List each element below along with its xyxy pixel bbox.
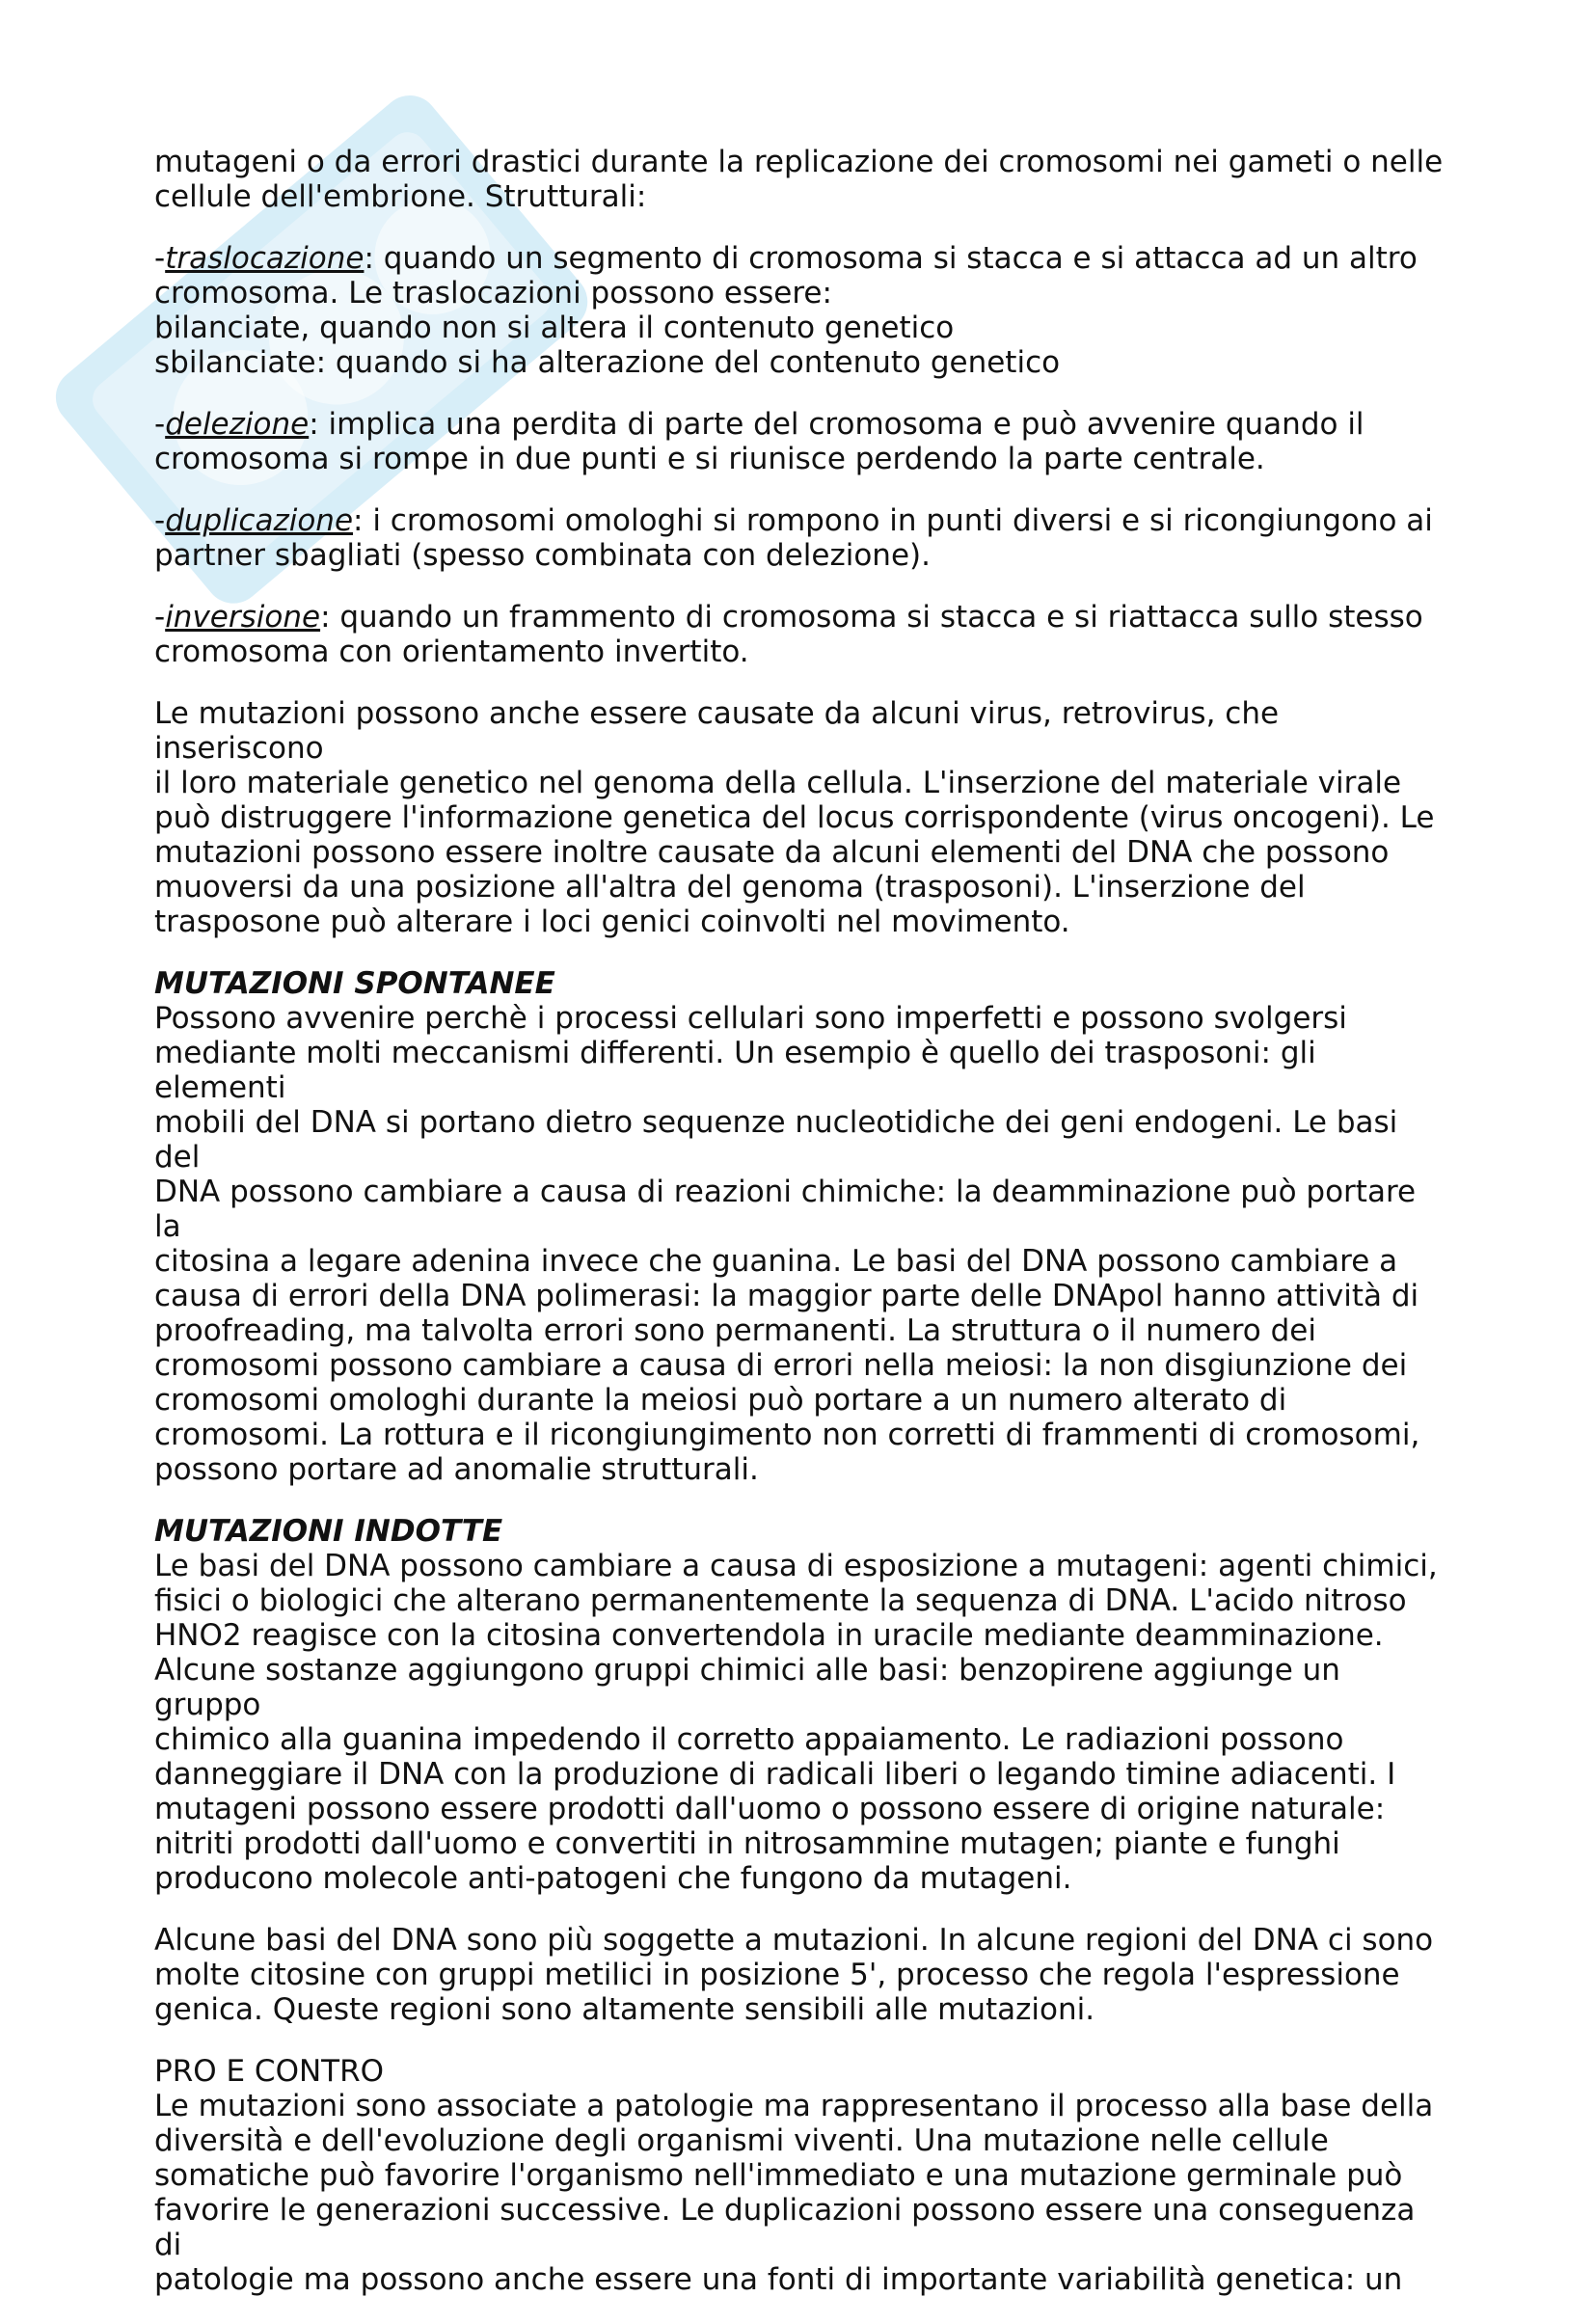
- text-line: possono portare ad anomalie strutturali.: [154, 1452, 759, 1487]
- text-line: muoversi da una posizione all'altra del genoma (trasposoni). L'inserzione del: [154, 870, 1306, 905]
- text-line: partner sbagliati (spesso combinata con delezione).: [154, 538, 931, 573]
- delezione-paragraph: [154, 407, 1446, 476]
- duplicazione-paragraph: [154, 503, 1446, 573]
- section-heading: PRO E CONTRO: [154, 2054, 385, 2089]
- text-line: citosina a legare adenina invece che guanina. Le basi del DNA possono cambiare a: [154, 1244, 1398, 1279]
- spontanee-section: [154, 966, 1446, 1487]
- text-line: DNA possono cambiare a causa di reazioni chimiche: la deamminazione può portare la: [154, 1175, 1417, 1244]
- text-line: sbilanciate: quando si ha alterazione del contenuto genetico: [154, 345, 1061, 380]
- text-line: Le basi del DNA possono cambiare a causa di esposizione a mutageni: agenti chimici,: [154, 1549, 1438, 1583]
- text-line: HNO2 reagisce con la citosina convertendola in uracile mediante deamminazione.: [154, 1618, 1384, 1653]
- text-line: [154, 600, 1446, 635]
- inversione-paragraph: [154, 600, 1446, 669]
- text-line: patologie ma possono anche essere una fonti di importante variabilità genetica: un: [154, 2262, 1403, 2297]
- dash: -: [154, 600, 166, 635]
- term-duplicazione: duplicazione: [165, 503, 354, 538]
- text-line: chimico alla guanina impedendo il corretto appaiamento. Le radiazioni possono: [154, 1722, 1344, 1757]
- text-line: somatiche può favorire l'organismo nell'immediato e una mutazione germinale può: [154, 2158, 1403, 2193]
- text-line: mutazioni possono essere inoltre causate da alcuni elementi del DNA che possono: [154, 835, 1390, 870]
- intro-paragraph: [154, 145, 1446, 214]
- text-line: nitriti prodotti dall'uomo e convertiti in nitrosammine mutagen; piante e funghi: [154, 1826, 1340, 1861]
- text-line: Alcune sostanze aggiungono gruppi chimici alle basi: benzopirene aggiunge un gruppo: [154, 1653, 1340, 1722]
- text-line: causa di errori della DNA polimerasi: la maggior parte delle DNApol hanno attività di: [154, 1279, 1419, 1313]
- text-line: cromosoma. Le traslocazioni possono essere:: [154, 276, 832, 311]
- text-line: diversità e dell'evoluzione degli organismi viventi. Una mutazione nelle cellule: [154, 2123, 1329, 2158]
- indotte-section: [154, 1514, 1446, 1896]
- text-line: trasposone può alterare i loci genici coinvolti nel movimento.: [154, 905, 1070, 939]
- basi-paragraph: [154, 1923, 1446, 2027]
- text-line: [154, 503, 1446, 538]
- text-line: Possono avvenire perchè i processi cellulari sono imperfetti e possono svolgersi: [154, 1001, 1347, 1036]
- text-line: il loro materiale genetico nel genoma della cellula. L'inserzione del materiale virale: [154, 766, 1402, 800]
- definition-text: : i cromosomi omologhi si rompono in punti diversi e si ricongiungono ai: [353, 503, 1433, 538]
- definition-text: : quando un segmento di cromosoma si stacca e si attacca ad un altro: [364, 241, 1418, 276]
- text-line: danneggiare il DNA con la produzione di radicali liberi o legando timine adiacenti. I: [154, 1757, 1396, 1792]
- text-line: Le mutazioni possono anche essere causate da alcuni virus, retrovirus, che inseriscono: [154, 696, 1280, 766]
- text-line: [154, 407, 1446, 442]
- text-line: cromosomi possono cambiare a causa di errori nella meiosi: la non disgiunzione dei: [154, 1348, 1408, 1383]
- text-line: Le mutazioni sono associate a patologie ma rappresentano il processo alla base della: [154, 2089, 1434, 2123]
- virus-paragraph: [154, 696, 1446, 939]
- text-line: favorire le generazioni successive. Le duplicazioni possono essere una conseguenza di: [154, 2193, 1416, 2262]
- definition-text: : implica una perdita di parte del cromosoma e può avvenire quando il: [309, 407, 1364, 442]
- text-line: può distruggere l'informazione genetica del locus corrispondente (virus oncogeni). Le: [154, 800, 1435, 835]
- text-line: [154, 241, 1446, 276]
- dash: -: [154, 407, 166, 442]
- text-line: producono molecole anti-patogeni che fungono da mutageni.: [154, 1861, 1072, 1896]
- term-traslocazione: traslocazione: [165, 241, 365, 276]
- document-body: [154, 145, 1446, 2324]
- traslocazione-paragraph: [154, 241, 1446, 380]
- dash: -: [154, 241, 166, 276]
- text-line: genica. Queste regioni sono altamente sensibili alle mutazioni.: [154, 1992, 1095, 2027]
- text-line: fisici o biologici che alterano permanentemente la sequenza di DNA. L'acido nitroso: [154, 1583, 1407, 1618]
- definition-text: : quando un frammento di cromosoma si stacca e si riattacca sullo stesso: [320, 600, 1423, 635]
- section-heading: MUTAZIONI INDOTTE: [154, 1514, 503, 1549]
- term-delezione: delezione: [165, 407, 310, 442]
- text-line: mediante molti meccanismi differenti. Un esempio è quello dei trasposoni: gli elementi: [154, 1036, 1316, 1105]
- text-line: mobili del DNA si portano dietro sequenze nucleotidiche dei geni endogeni. Le basi del: [154, 1105, 1398, 1175]
- text-line: cromosoma con orientamento invertito.: [154, 635, 749, 669]
- text-line: mutageni o da errori drastici durante la replicazione dei cromosomi nei gameti o nelle: [154, 145, 1444, 179]
- dash: -: [154, 503, 166, 538]
- text-line: mutageni possono essere prodotti dall'uomo o possono essere di origine naturale:: [154, 1792, 1386, 1826]
- text-line: molte citosine con gruppi metilici in posizione 5', processo che regola l'espressione: [154, 1958, 1400, 1992]
- text-line: Alcune basi del DNA sono più soggette a mutazioni. In alcune regioni del DNA ci sono: [154, 1923, 1434, 1958]
- section-heading: MUTAZIONI SPONTANEE: [154, 966, 555, 1001]
- text-line: cromosoma si rompe in due punti e si riunisce perdendo la parte centrale.: [154, 442, 1265, 476]
- text-line: cellule dell'embrione. Strutturali:: [154, 179, 647, 214]
- text-line: bilanciate, quando non si altera il contenuto genetico: [154, 311, 955, 345]
- text-line: proofreading, ma talvolta errori sono permanenti. La struttura o il numero dei: [154, 1313, 1316, 1348]
- text-line: cromosomi omologhi durante la meiosi può portare a un numero alterato di: [154, 1383, 1287, 1418]
- text-line: cromosomi. La rottura e il ricongiungimento non corretti di frammenti di cromosomi,: [154, 1418, 1420, 1452]
- pro-contro-section: [154, 2054, 1446, 2297]
- term-inversione: inversione: [165, 600, 321, 635]
